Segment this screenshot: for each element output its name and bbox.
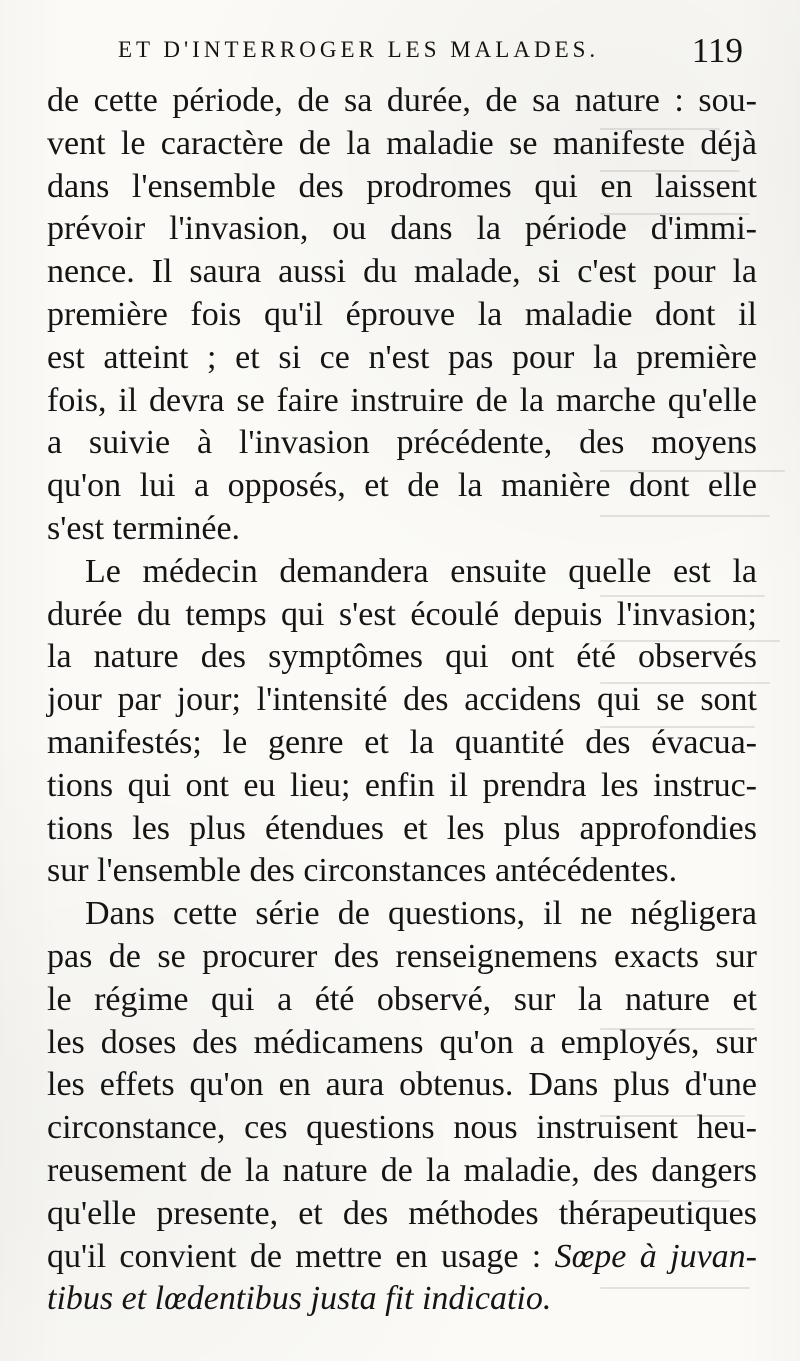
latin-phrase-part-1: Sœpe à juvan-	[554, 1237, 757, 1275]
paragraph-1-line-7: est atteint ; et si ce n'est pas pour la première	[47, 338, 757, 376]
paragraph-1-line-10: qu'on lui a opposés, et de la manière dont elle	[47, 467, 757, 505]
paragraph-1-line-5: nence. Il saura aussi du malade, si c'est pour la	[47, 253, 757, 291]
paragraph-2-line-1: Le médecin demandera ensuite quelle est la	[85, 552, 757, 590]
paragraph-3-line-8: qu'elle presente, et des méthodes thérapeutiques	[47, 1194, 757, 1232]
paragraph-1-line-6: première fois qu'il éprouve la maladie dont il	[47, 295, 757, 333]
paragraph-3-line-5: les effets qu'on en aura obtenus. Dans plus d'une	[47, 1066, 757, 1104]
paragraph-1-line-1: de cette période, de sa durée, de sa nature : sou-	[47, 82, 757, 119]
paragraph-2-line-6: tions qui ont eu lieu; enfin il prendra les instruc-	[47, 766, 757, 804]
paragraph-1-line-2: vent le caractère de la maladie se manifeste déjà	[47, 124, 757, 162]
paragraph-2-line-3: la nature des symptômes qui ont été observés	[47, 638, 757, 676]
latin-phrase-part-2: tibus et lœdentibus justa fit indicatio.	[47, 1280, 552, 1318]
paragraph-2-line-4: jour par jour; l'intensité des accidens qui se sont	[47, 681, 757, 719]
paragraph-1-line-11: s'est terminée.	[47, 509, 241, 547]
paragraph-2-line-5: manifestés; le genre et la quantité des évacua-	[47, 723, 757, 761]
paragraph-2-line-2: durée du temps qui s'est écoulé depuis l'invasion;	[47, 595, 757, 633]
paragraph-1-line-4: prévoir l'invasion, ou dans la période d'immi-	[47, 210, 757, 248]
paragraph-2-line-8: sur l'ensemble des circonstances antécédentes.	[47, 852, 678, 890]
paragraph-3-line-6: circonstance, ces questions nous instruisent heu-	[47, 1109, 757, 1147]
page-number: 119	[691, 31, 743, 70]
paragraph-2-line-7: tions les plus étendues et les plus approfondies	[47, 809, 757, 847]
running-head: ET D'INTERROGER LES MALADES.	[118, 37, 600, 62]
paragraph-3-line-4: les doses des médicamens qu'on a employés, sur	[47, 1023, 757, 1061]
paragraph-3-line-7: reusement de la nature de la maladie, des dangers	[47, 1151, 757, 1189]
paragraph-3-line-9-roman: qu'il convient de mettre en usage :	[47, 1237, 555, 1275]
paragraph-3-line-1: Dans cette série de questions, il ne négligera	[85, 895, 757, 933]
paragraph-3-line-3: le régime qui a été observé, sur la nature et	[47, 980, 757, 1018]
page-header	[118, 33, 743, 73]
body-text	[47, 80, 757, 1321]
paragraph-1-line-8: fois, il devra se faire instruire de la marche qu'elle	[47, 381, 757, 419]
paragraph-3-line-9	[47, 1236, 757, 1279]
paragraph-1-line-9: a suivie à l'invasion précédente, des moyens	[47, 424, 757, 462]
paragraph-3-line-2: pas de se procurer des renseignemens exacts sur	[47, 937, 757, 975]
paragraph-1-line-3: dans l'ensemble des prodromes qui en laissent	[47, 167, 757, 205]
